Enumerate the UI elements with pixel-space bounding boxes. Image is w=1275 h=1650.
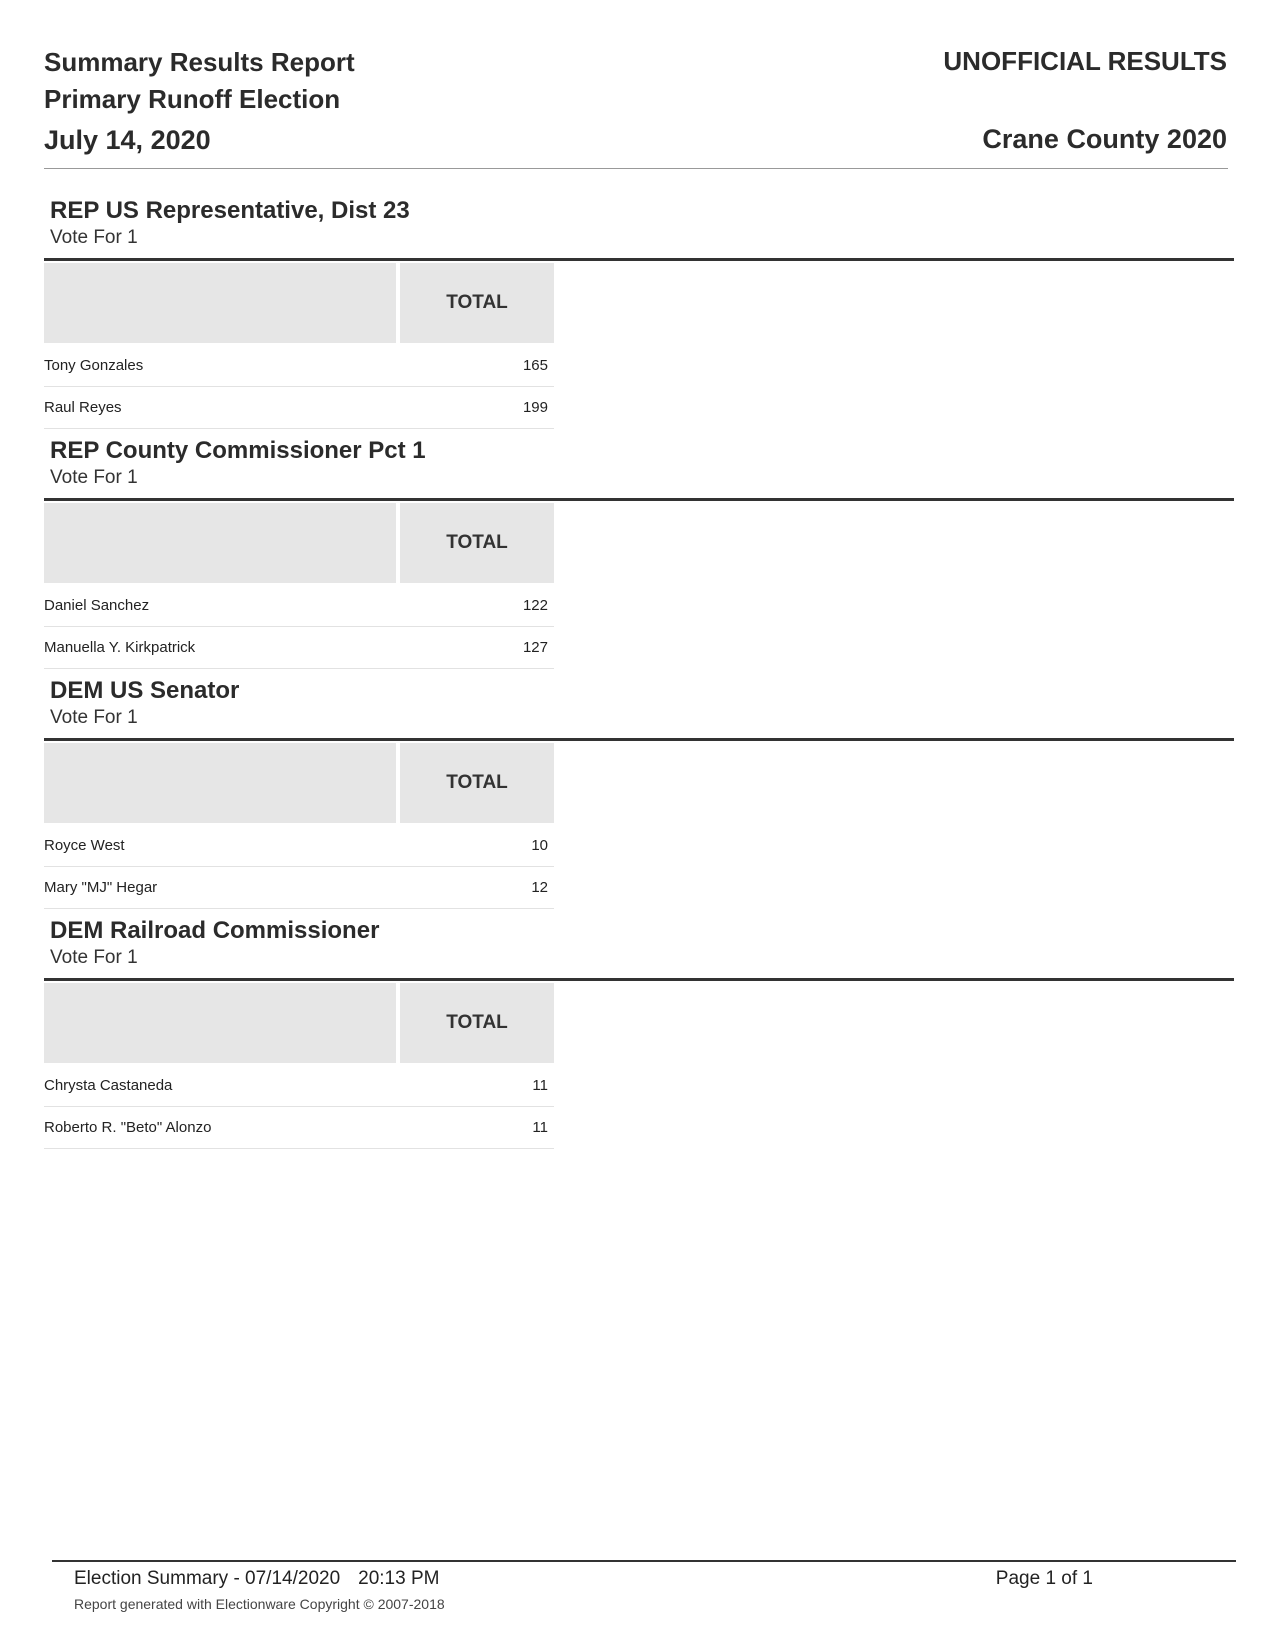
results-table-header <box>44 743 554 823</box>
vote-for-label: Vote For 1 <box>50 707 138 728</box>
results-table-body <box>44 1065 1234 1149</box>
contest-title: REP County Commissioner Pct 1 <box>50 437 426 464</box>
results-table-header <box>44 263 554 343</box>
vote-total: 11 <box>532 1077 548 1094</box>
results-status: UNOFFICIAL RESULTS <box>943 46 1227 76</box>
candidate-column-header <box>44 743 396 823</box>
contest-divider <box>44 258 1234 261</box>
candidate-name: Manuella Y. Kirkpatrick <box>44 639 196 656</box>
results-table-body <box>44 345 1234 429</box>
contest-rep-county-commissioner <box>44 436 1234 669</box>
contest-rep-us-representative <box>44 196 1234 429</box>
contest-title: DEM Railroad Commissioner <box>50 917 380 944</box>
report-title: Summary Results Report <box>44 47 355 77</box>
footer-summary-line <box>74 1566 445 1592</box>
candidate-column-header <box>44 263 396 343</box>
report-time: 20:13 PM <box>358 1568 440 1589</box>
table-row <box>44 345 554 387</box>
vote-total: 165 <box>522 357 548 374</box>
report-status-block <box>943 44 1227 156</box>
page-number: Page 1 of 1 <box>995 1568 1093 1589</box>
candidate-name: Roberto R. "Beto" Alonzo <box>44 1119 212 1136</box>
contest-dem-us-senator <box>44 676 1234 909</box>
footer-divider <box>52 1560 1236 1562</box>
vote-total: 10 <box>531 837 548 854</box>
election-summary-label: Election Summary - 07/14/2020 <box>74 1568 341 1589</box>
table-row <box>44 1065 554 1107</box>
results-table-body <box>44 585 1234 669</box>
total-column-header: TOTAL <box>400 983 554 1063</box>
total-column-header: TOTAL <box>400 263 554 343</box>
results-table-header <box>44 503 554 583</box>
candidate-name: Raul Reyes <box>44 399 122 416</box>
report-header <box>44 44 355 159</box>
report-footer <box>74 1566 445 1612</box>
candidate-column-header <box>44 503 396 583</box>
vote-for-label: Vote For 1 <box>50 227 138 248</box>
table-row <box>44 1107 554 1149</box>
vote-total: 11 <box>532 1119 548 1136</box>
candidate-column-header <box>44 983 396 1063</box>
vote-total: 199 <box>522 399 548 416</box>
vote-total: 12 <box>531 879 548 896</box>
candidate-name: Daniel Sanchez <box>44 597 150 614</box>
table-row <box>44 825 554 867</box>
total-column-header: TOTAL <box>400 743 554 823</box>
vote-for-label: Vote For 1 <box>50 947 138 968</box>
table-row <box>44 627 554 669</box>
vote-for-label: Vote For 1 <box>50 467 138 488</box>
header-divider <box>44 168 1228 169</box>
contest-title: DEM US Senator <box>50 677 240 704</box>
candidate-name: Chrysta Castaneda <box>44 1077 173 1094</box>
vote-total: 122 <box>522 597 548 614</box>
contest-title: REP US Representative, Dist 23 <box>50 197 410 224</box>
contest-divider <box>44 498 1234 501</box>
results-table-header <box>44 983 554 1063</box>
contest-dem-railroad-commissioner <box>44 916 1234 1149</box>
copyright-notice: Report generated with Electionware Copyright © 2007-2018 <box>74 1596 445 1612</box>
table-row <box>44 585 554 627</box>
candidate-name: Royce West <box>44 837 125 854</box>
vote-total: 127 <box>522 639 548 656</box>
table-row <box>44 867 554 909</box>
total-column-header: TOTAL <box>400 503 554 583</box>
election-name: Primary Runoff Election <box>44 84 341 114</box>
county-name: Crane County 2020 <box>982 124 1227 154</box>
election-date: July 14, 2020 <box>44 125 211 155</box>
table-row <box>44 387 554 429</box>
results-table-body <box>44 825 1234 909</box>
candidate-name: Tony Gonzales <box>44 357 144 374</box>
candidate-name: Mary "MJ" Hegar <box>44 879 158 896</box>
contest-divider <box>44 738 1234 741</box>
contest-divider <box>44 978 1234 981</box>
